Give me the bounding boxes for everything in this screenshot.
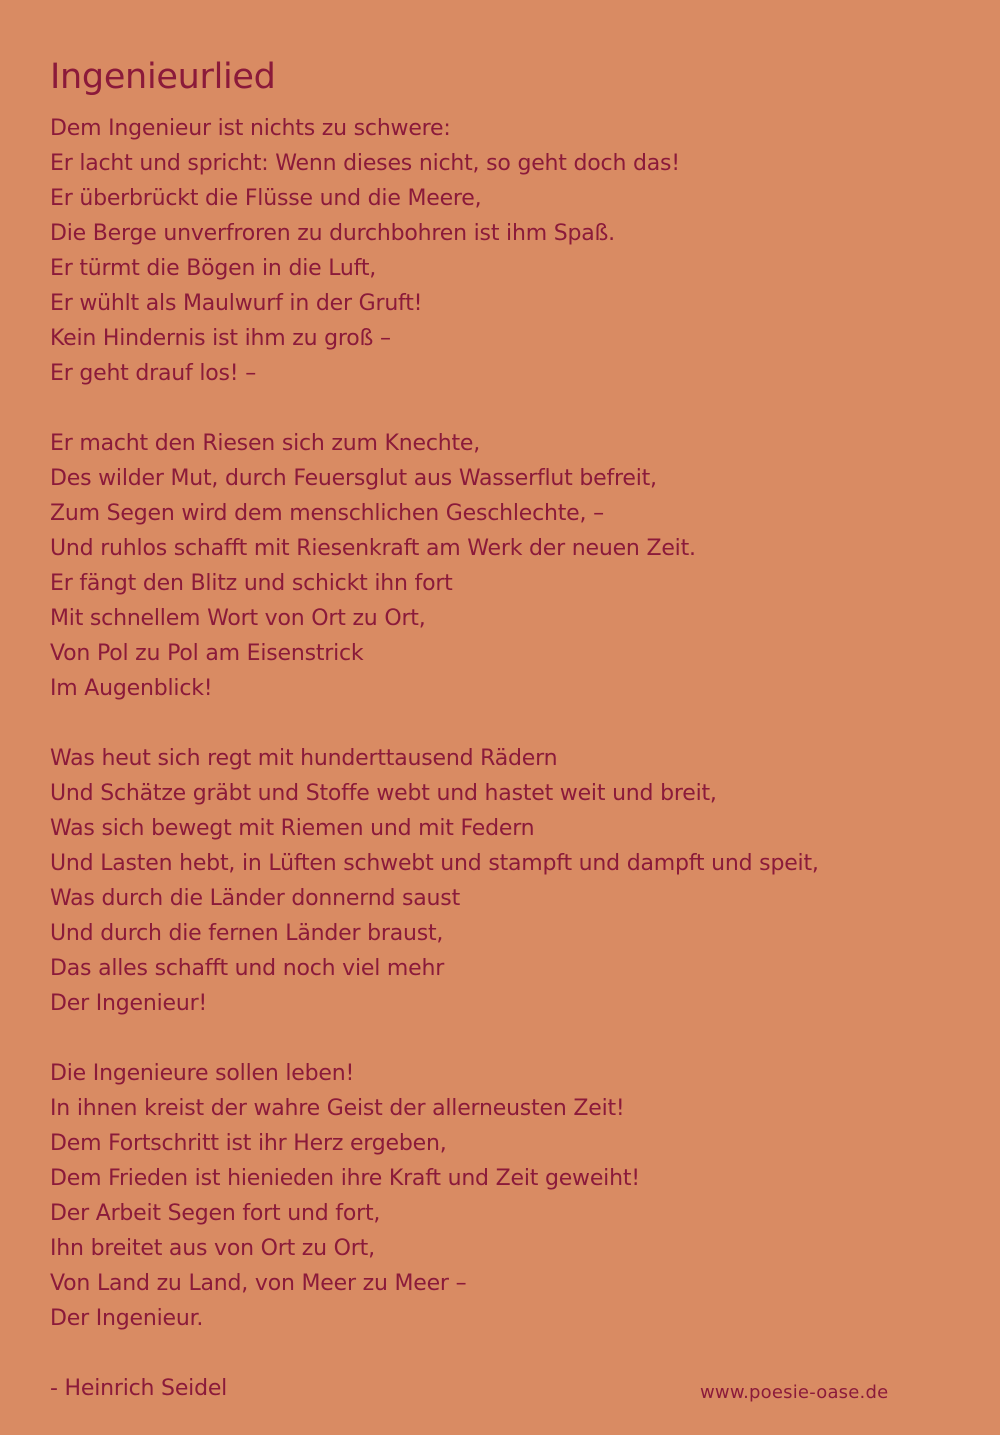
poem-body [50, 111, 970, 1336]
poem-line: Was durch die Länder donnernd saust [50, 886, 460, 911]
poem-line: Der Arbeit Segen fort und fort, [50, 1201, 381, 1226]
poem-page [50, 55, 970, 1406]
poem-line: Das alles schafft und noch viel mehr [50, 956, 445, 981]
poem-line: Des wilder Mut, durch Feuersglut aus Wasserflut befreit, [50, 466, 657, 491]
poem-line: Dem Frieden ist hienieden ihre Kraft und Zeit geweiht! [50, 1166, 640, 1191]
poem-line: Der Ingenieur. [50, 1306, 204, 1331]
poem-line: Der Ingenieur! [50, 991, 208, 1016]
poem-line: Dem Ingenieur ist nichts zu schwere: [50, 116, 451, 141]
poem-line: Und durch die fernen Länder braust, [50, 921, 444, 946]
poem-title: Ingenieurlied [50, 57, 276, 97]
poem-line: Und Lasten hebt, in Lüften schwebt und stampft und dampft und speit, [50, 851, 819, 876]
poem-line: Und Schätze gräbt und Stoffe webt und hastet weit und breit, [50, 781, 717, 806]
poem-stanza [50, 111, 970, 391]
poem-line: Und ruhlos schafft mit Riesenkraft am Werk der neuen Zeit. [50, 536, 696, 561]
poem-line: Die Berge unverfroren zu durchbohren ist ihm Spaß. [50, 221, 615, 246]
poem-line: Was heut sich regt mit hunderttausend Rädern [50, 746, 558, 771]
poem-stanza [50, 426, 970, 706]
poem-author: - Heinrich Seidel [50, 1376, 228, 1401]
poem-line: In ihnen kreist der wahre Geist der allerneusten Zeit! [50, 1096, 625, 1121]
poem-line: Von Land zu Land, von Meer zu Meer – [50, 1271, 467, 1296]
poem-stanza [50, 741, 970, 1021]
poem-stanza [50, 1056, 970, 1336]
website-link[interactable]: www.poesie-oase.de [700, 1382, 889, 1403]
poem-line: Von Pol zu Pol am Eisenstrick [50, 641, 364, 666]
poem-line: Ihn breitet aus von Ort zu Ort, [50, 1236, 375, 1261]
poem-line: Zum Segen wird dem menschlichen Geschlechte, – [50, 501, 604, 526]
poem-line: Er lacht und spricht: Wenn dieses nicht, so geht doch das! [50, 151, 680, 176]
poem-line: Er überbrückt die Flüsse und die Meere, [50, 186, 482, 211]
poem-line: Er wühlt als Maulwurf in der Gruft! [50, 291, 423, 316]
poem-line: Dem Fortschritt ist ihr Herz ergeben, [50, 1131, 447, 1156]
poem-line: Er fängt den Blitz und schickt ihn fort [50, 571, 453, 596]
poem-line: Er geht drauf los! – [50, 361, 257, 386]
poem-line: Er macht den Riesen sich zum Knechte, [50, 431, 481, 456]
poem-line: Er türmt die Bögen in die Luft, [50, 256, 377, 281]
poem-line: Kein Hindernis ist ihm zu groß – [50, 326, 391, 351]
poem-line: Die Ingenieure sollen leben! [50, 1061, 355, 1086]
poem-line: Im Augenblick! [50, 676, 213, 701]
poem-line: Mit schnellem Wort von Ort zu Ort, [50, 606, 426, 631]
poem-line: Was sich bewegt mit Riemen und mit Federn [50, 816, 535, 841]
